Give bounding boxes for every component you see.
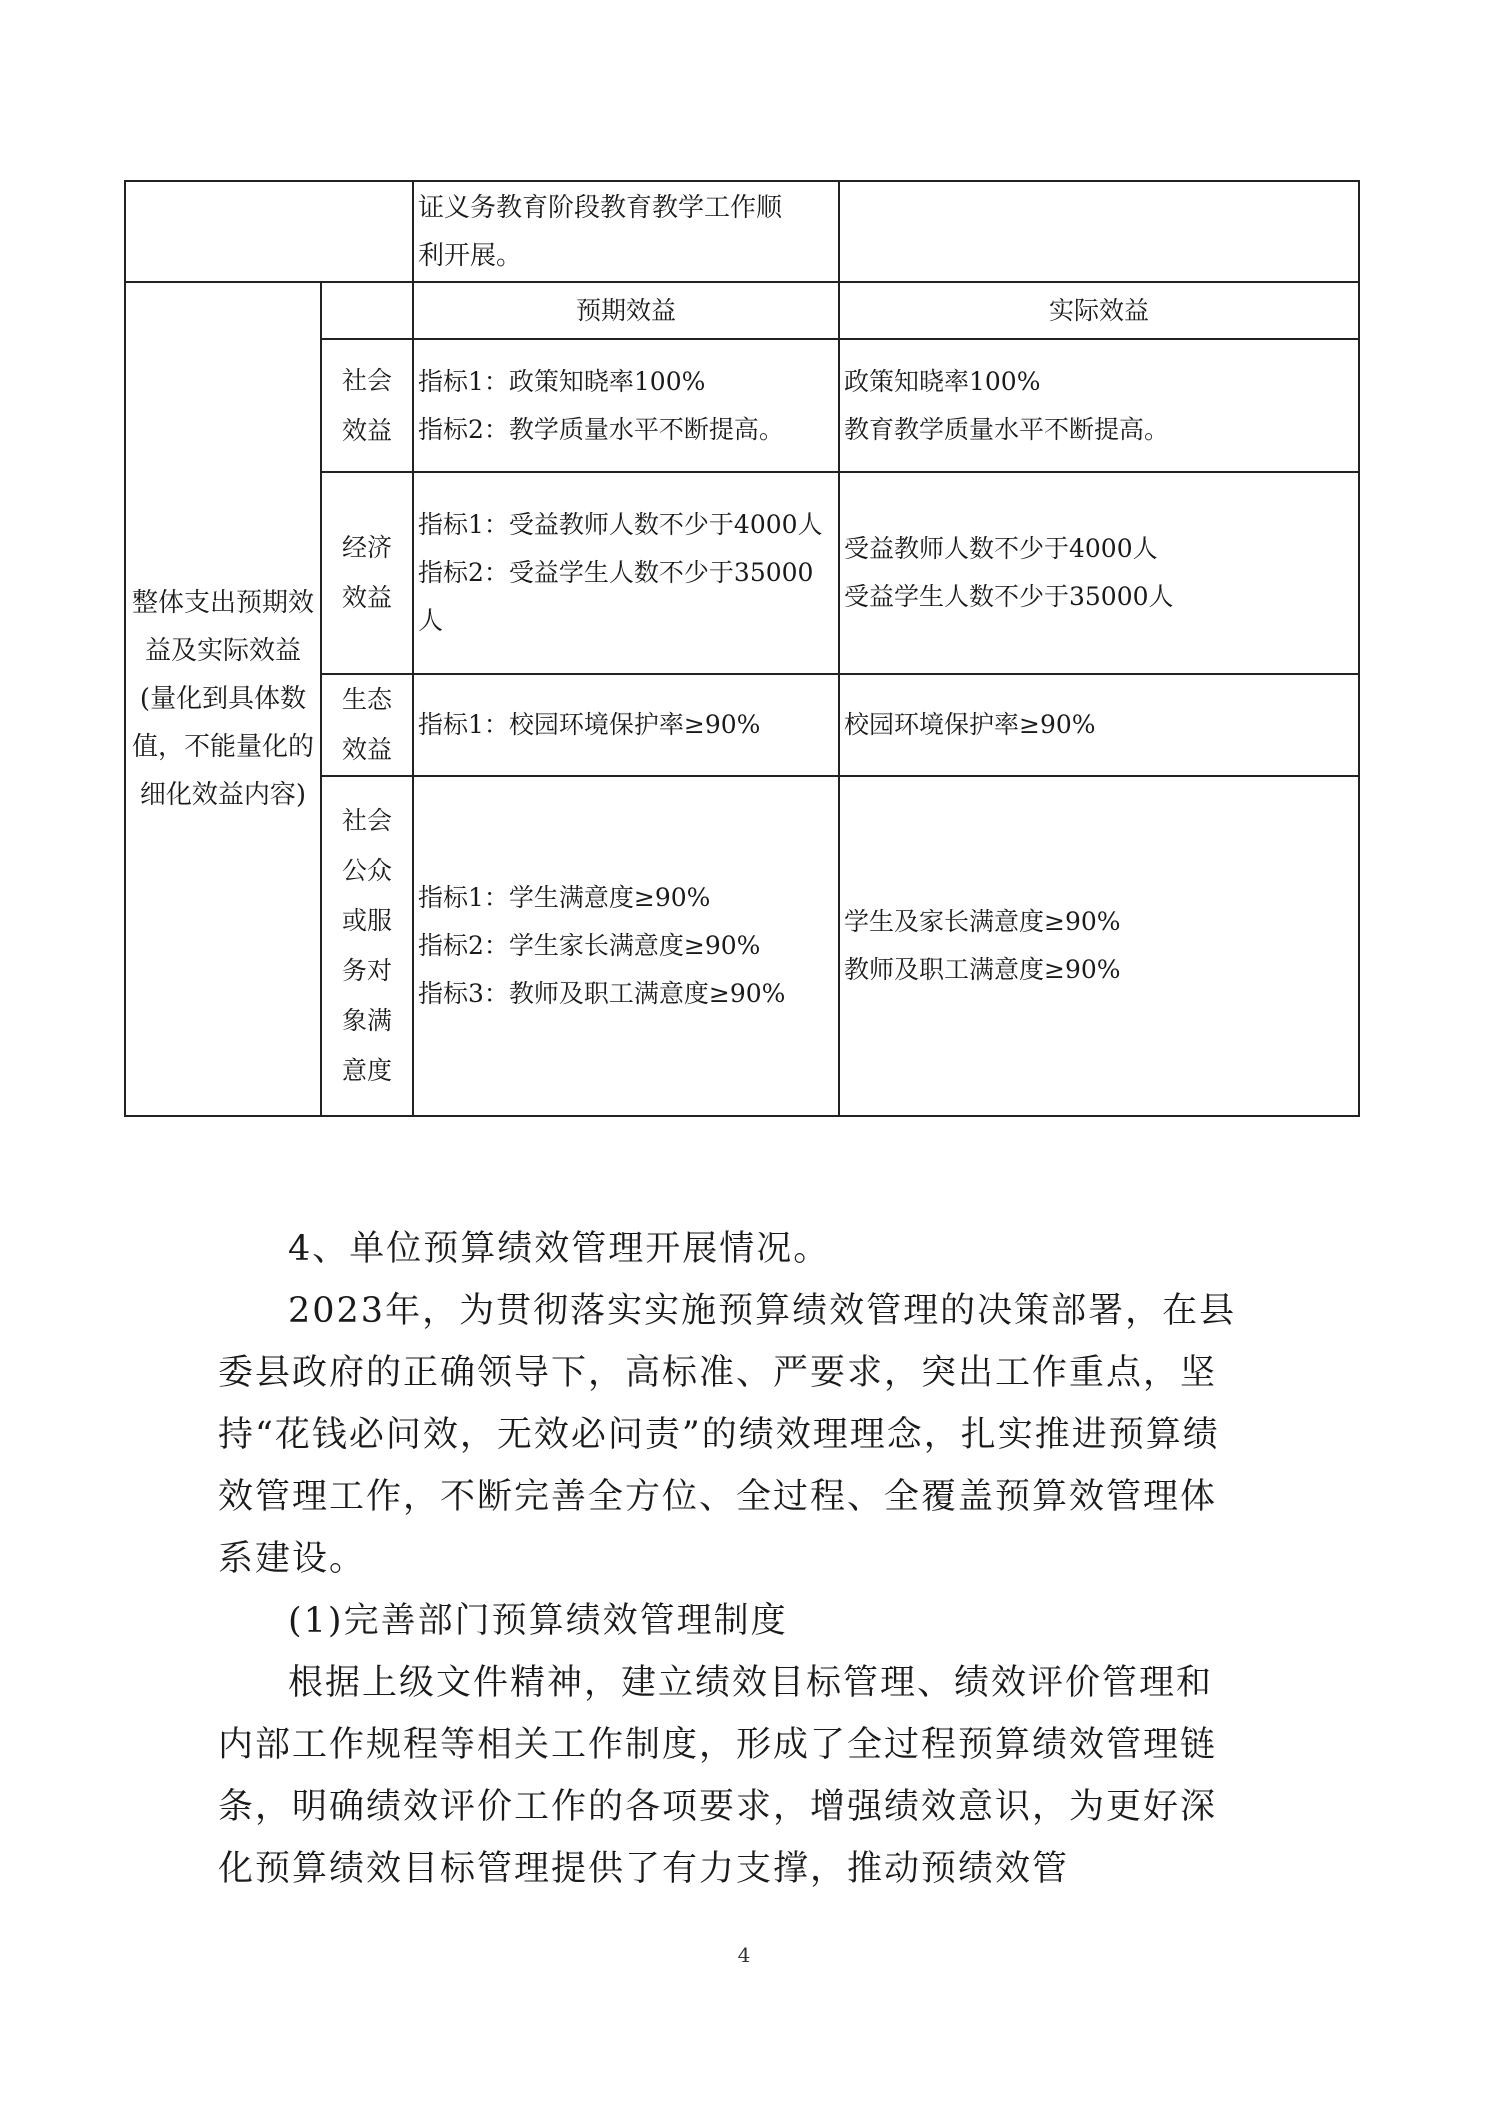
- expected-cell-economic: [413, 472, 839, 674]
- section-heading: 4、单位预算绩效管理开展情况。: [288, 1229, 831, 1269]
- actual-cell-social: [839, 339, 1359, 472]
- row-name-social: [321, 339, 413, 472]
- expected-line: 指标2：学生家长满意度≥90%: [418, 931, 761, 960]
- actual-cell-satisfaction: [839, 776, 1359, 1116]
- row-name-text: 社会公众或服务对象满意度: [342, 806, 393, 1085]
- actual-cell-ecological: [839, 674, 1359, 776]
- row-name-economic: [321, 472, 413, 674]
- empty-cell: [839, 181, 1359, 282]
- paragraph-2: 根据上级文件精神，建立绩效目标管理、绩效评价管理和内部工作规程等相关工作制度，形成了全过程预算绩效管理链条，明确绩效评价工作的各项要求，增强绩效意识，为更好深化预算绩效目标管理提供了有力支撑，推动预绩效管: [218, 1663, 1218, 1889]
- expected-cell-ecological: [413, 674, 839, 776]
- continued-text-line-1: 证义务教育阶段教育教学工作顺: [418, 192, 783, 223]
- actual-line: 校园环境保护率≥90%: [844, 710, 1096, 739]
- page-number: 4: [737, 1943, 751, 1967]
- actual-cell-economic: [839, 472, 1359, 674]
- continued-text-cell: [413, 181, 839, 282]
- expected-benefit-header: 预期效益: [413, 282, 839, 339]
- subheading: (1)完善部门预算绩效管理制度: [288, 1601, 788, 1641]
- actual-line: 政策知晓率100%: [844, 366, 1041, 396]
- row-name-text: 生态效益: [342, 685, 393, 764]
- actual-line: 受益学生人数不少于35000人: [844, 582, 1174, 611]
- expected-cell-satisfaction: [413, 776, 839, 1116]
- actual-line: 教育教学质量水平不断提高。: [844, 414, 1170, 444]
- category-label: 整体支出预期效益及实际效益(量化到具体数值，不能量化的细化效益内容): [131, 588, 314, 810]
- expected-line: 指标1：校园环境保护率≥90%: [418, 710, 761, 739]
- expected-line: 指标2：教学质量水平不断提高。: [418, 414, 784, 444]
- expected-line: 指标1：受益教师人数不少于4000人: [418, 510, 823, 539]
- row-name-text: 经济效益: [342, 533, 393, 612]
- continued-text-line-2: 利开展。: [418, 240, 523, 271]
- category-label-cell: [125, 282, 321, 1116]
- row-name-text: 社会效益: [342, 365, 393, 445]
- expected-line: 指标1：政策知晓率100%: [418, 366, 706, 396]
- empty-cell: [125, 181, 413, 282]
- empty-header-cell: [321, 282, 413, 339]
- row-name-satisfaction: [321, 776, 413, 1116]
- body-text: [218, 1218, 1240, 1900]
- actual-benefit-header: 实际效益: [839, 282, 1359, 339]
- table-header-row: [125, 282, 1359, 339]
- table-row-continued: [125, 181, 1359, 282]
- actual-line: 学生及家长满意度≥90%: [844, 907, 1121, 936]
- expected-cell-social: [413, 339, 839, 472]
- row-name-ecological: [321, 674, 413, 776]
- expected-line: 指标2：受益学生人数不少于35000人: [418, 558, 814, 635]
- paragraph-1: 2023年，为贯彻落实实施预算绩效管理的决策部署，在县委县政府的正确领导下，高标准、严要求，突出工作重点，坚持“花钱必问效，无效必问责”的绩效理理念，扎实推进预算绩效管理工作，不断完善全方位、全过程、全覆盖预算效管理体系建设。: [218, 1291, 1237, 1579]
- performance-table: [124, 180, 1360, 1117]
- expected-line: 指标1：学生满意度≥90%: [418, 883, 711, 912]
- actual-line: 受益教师人数不少于4000人: [844, 534, 1158, 563]
- expected-line: 指标3：教师及职工满意度≥90%: [418, 979, 786, 1008]
- actual-line: 教师及职工满意度≥90%: [844, 955, 1121, 984]
